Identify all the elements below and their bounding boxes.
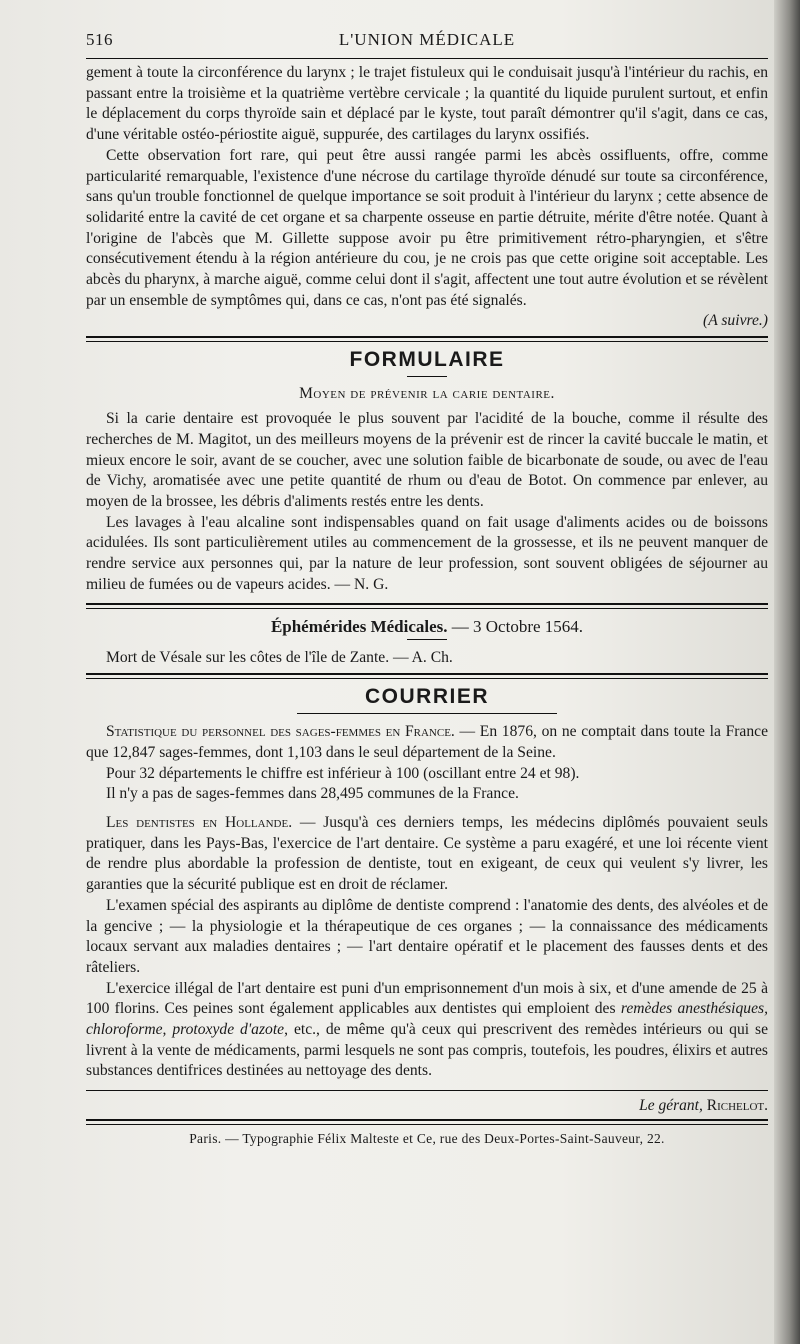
item-heading: Statistique du personnel des sages-femmes en France. [106,723,455,741]
printer-imprint: Paris. — Typographie Félix Malteste et Ce, rue des Deux-Portes-Saint-Sauveur, 22. [189,1131,665,1147]
journal-title: L'UNION MÉDICALE [338,30,516,49]
running-head [86,18,768,58]
paragraph: gement à toute la circonférence du larynx ; le trajet fistuleux qui le conduisait jusqu'à l'intérieur du rachis, en passant entre la troisième et la quatrième vertèbre cervicale ; la quantité du liquide purulent surtout, et enfin le déplacement du corps thyroïde sain et déplacé par le kyste, tout paraît démontrer qu'il s'agit, dans ce cas, d'une véritable ostéo-périostite aiguë, suppurée, des cartilages du larynx ossifiés. [86,64,768,144]
short-rule [407,639,447,640]
ephemerides-title: Éphémérides Médicales. [270,617,448,637]
article-continuation [86,63,768,332]
paragraph: Cette observation fort rare, qui peut être aussi rangée parmi les abcès ossifluents, offre, comme particularité remarquable, l'existence d'une nécrose du cartilage thyroïde dénudé sur toute sa circonférence, sans qu'un trouble fonctionnel de quelque importance se soit produit à l'intérieur du larynx ; cette absence de solidarité entre la cavité de cet organe et sa charpente osseuse en partie détruite, mérite d'être notée. Quant à l'origine de l'abcès que M. Gillette suppose avoir pu être primitivement rétro-pharyngien, et s'être consécutivement étendu à la région antérieure du cou, je ne crois pas que cette origine soit acceptable. Les abcès du pharynx, à marche aiguë, comme celui dont il s'agit, affectent une tout autre évolution et se révèlent par un ensemble de symptômes qui, dans ce cas, n'ont pas été signalés. [86,146,768,309]
paragraph: Les lavages à l'eau alcaline sont indispensables quand on fait usage d'aliments acides ou de boissons acidulées. Ils sont particulièrement utiles au commencement de la grossesse, et ils ne peuvent manquer de rendre service aux personnes qui, par la nature de leur profession, sont souvent obligées de séjourner au milieu de fumées ou de vapeurs acides. — N. G. [86,513,768,593]
paragraph: Si la carie dentaire est provoquée le plus souvent par l'acidité de la bouche, comme il résulte des recherches de M. Magitot, un des meilleurs moyens de la prévenir est de rincer la cavité buccale le matin, et mieux encore le soir, avant de se coucher, avec une solution faible de bicarbonate de soude, ou avec de l'eau de Vichy, aromatisée avec une petite quantité de rhum ou d'eau de Botot. On commence par enlever, au moyen de la brossee, les débris d'aliments restés entre les dents. [86,410,768,510]
item-text: — Jusqu'à ces derniers temps, les médecins diplômés pouvaient seuls pratiquer, dans les Pays-Bas, l'exercice de l'art dentaire. Ce système a paru exagéré, et une loi récente vient de rendre plus abordable la profession de dentiste, tout en exigeant, de ceux qui veulent s'y livrer, les garanties que la sécurité publique est en droit de réclamer. [86,813,768,894]
gerant-name: Richelot. [706,1097,768,1115]
section-title: FORMULAIRE [349,348,505,372]
section-divider [86,603,768,609]
formulaire-section [86,348,768,595]
text-run: , etc., de même qu'à ceux qui prescrivent des remèdes intérieurs ou qui se livrent à la vente de médicaments, parmi lesquels ne sont pas compris, toutefois, les poudres, élixirs et autres substances dentifrices destinées au nettoyage des dents. [86,1021,769,1080]
footer-rule [86,1090,768,1091]
paragraph [86,979,768,1083]
section-divider [86,673,768,679]
section-title: COURRIER [364,685,489,709]
paragraph: L'examen spécial des aspirants au diplôme de dentiste comprend : l'anatomie des dents, des alvéoles et de la gencive ; — la physiologie et la thérapeutique de ces organes ; — la connaissance des médicaments locaux servant aux maladies dentaires ; — l'art dentaire opératif et le placement des fausses dents et des râteliers. [86,896,768,976]
short-rule [407,376,447,377]
item-text: — En 1876, on ne comptait dans toute la France que 12,847 sages-femmes, dont 1,103 dans le seul département de la Seine. [86,723,768,761]
gerant-label: Le gérant, [639,1097,703,1115]
gerant-signature [86,1097,768,1115]
ephemerides-date: — 3 Octobre 1564. [451,617,584,637]
ephemerides-entry: Mort de Vésale sur les côtes de l'île de Zante. — A. Ch. [106,649,453,667]
book-spine-shadow [774,0,800,1344]
paragraph [86,813,768,896]
item-heading: Les dentistes en Hollande. [106,813,293,831]
courrier-section [86,685,768,1082]
page-number: 516 [86,30,113,49]
page-content [86,18,768,1147]
to-follow-note: (A suivre.) [703,312,768,330]
text-run: L'exercice illégal de l'art dentaire est puni d'un emprisonnement d'un mois à six, et d'une amende de 25 à 100 florins. Ces peines sont également applicables aux dentistes qui emploient des [86,979,768,1018]
italic-text-run: remèdes anesthésiques, chloroforme, protoxyde d'azote [86,1000,768,1039]
ephemerides-heading [86,617,768,637]
paragraph [86,722,768,763]
paragraph: Il n'y a pas de sages-femmes dans 28,495 communes de la France. [106,785,519,803]
ephemerides-section [86,617,768,669]
paragraph: Pour 32 départements le chiffre est inférieur à 100 (oscillant entre 24 et 98). [106,764,580,782]
footer-double-rule [86,1119,768,1125]
section-divider [86,336,768,342]
section-subtitle: Moyen de prévenir la carie dentaire. [299,385,555,403]
short-rule [297,713,557,714]
